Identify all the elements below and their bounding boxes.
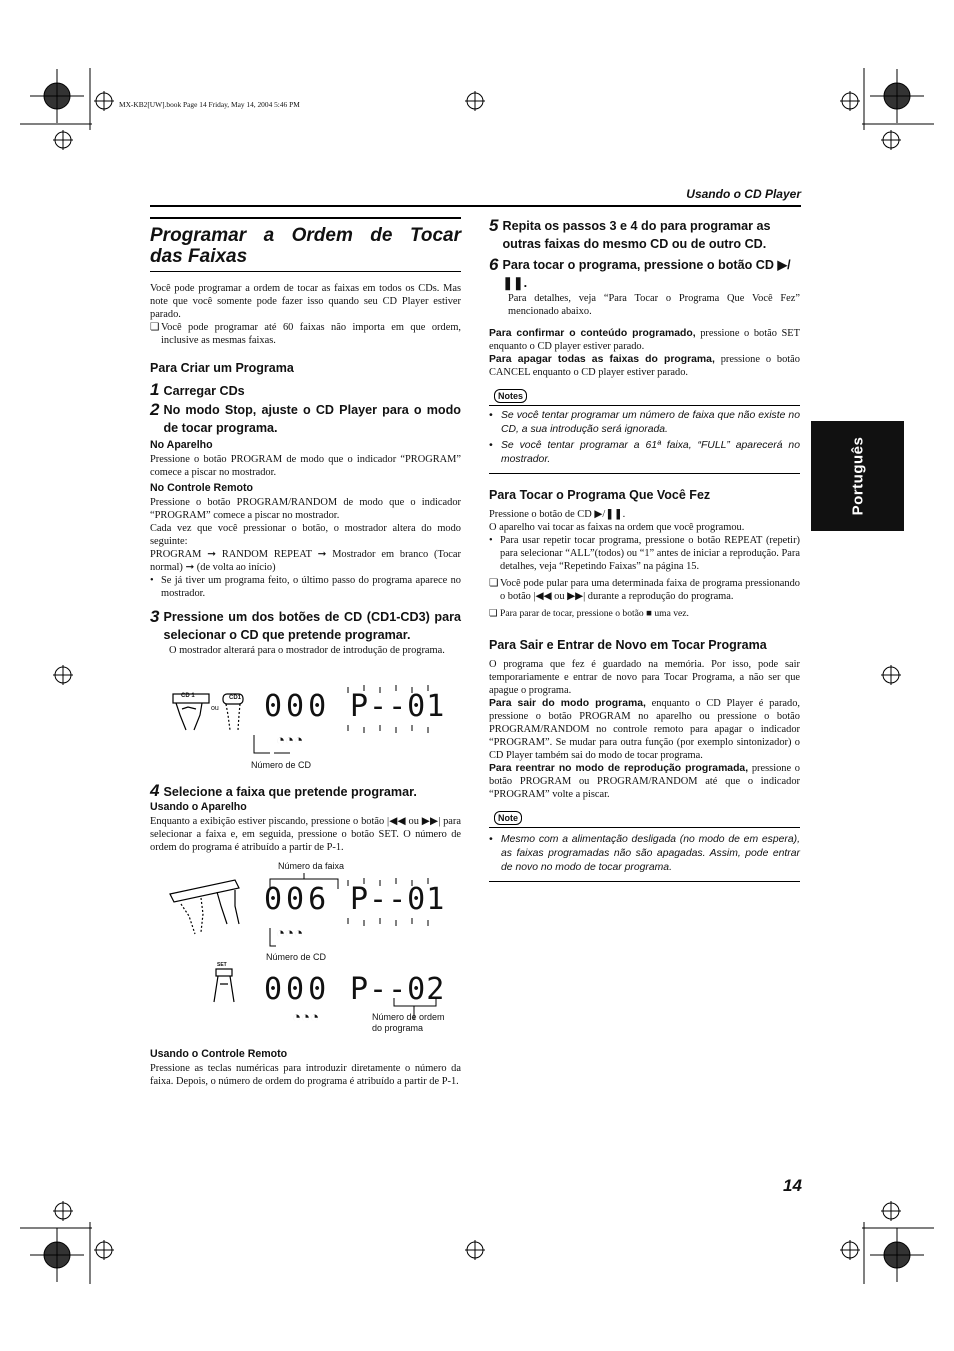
step-1 [150, 381, 461, 400]
step-6-text: Para detalhes, veja “Para Tocar o Programa Que Você Fez” mencionado abaixo. [508, 293, 800, 317]
cada-vez-text: Cada vez que você pressionar o botão, o mostrador altera do modo seguinte: [150, 523, 461, 547]
notes-icon: Notes [494, 389, 527, 403]
checkbox-bullet-icon: ❏ [489, 608, 498, 619]
left-column-part3 [150, 1048, 461, 1088]
confirm-rest: pressione o botão SET enquanto o CD player estiver parado. [489, 328, 800, 352]
label-no-aparelho: No Aparelho [150, 439, 213, 451]
note-rule-bottom [489, 881, 800, 882]
lcd-track: 000 [264, 972, 331, 1007]
step-2 [150, 401, 461, 437]
note-item-3 [489, 833, 800, 875]
page-title [150, 225, 461, 267]
tocar-text-2: O aparelho vai tocar as faixas na ordem que você programou. [489, 522, 745, 533]
note-icon: Note [494, 811, 522, 825]
lcd-track: 000 [264, 689, 331, 724]
set-button-label: SET [217, 962, 227, 968]
note-rule [489, 827, 800, 828]
usando-aparelho-text: Enquanto a exibição estiver piscando, pressione o botão |◀◀ ou ▶▶| para selecionar a faixa e, em seguida, pressione o botão SET. O número de ordem do programa é atribuído a partir de P-1. [150, 816, 461, 853]
note-3-text: Mesmo com a alimentação desligada (no modo de em espera), as faixas programadas não são apagadas. Assim, pode entrar de novo no modo de tocar programa. [501, 834, 800, 873]
bullet-icon: • [150, 575, 154, 586]
caption-program-order-1: Número de ordem [372, 1012, 445, 1022]
sub-heading-tocar: Para Tocar o Programa Que Você Fez [489, 488, 711, 502]
note-header [489, 809, 800, 829]
tocar-bullet-3-text: Para parar de tocar, pressione o botão ■ uma vez. [500, 608, 689, 619]
notes-rule-bottom [489, 473, 800, 474]
bullet-icon: • [489, 834, 493, 845]
apagar-bold: Para apagar todas as faixas do programa, [489, 354, 715, 365]
usando-controle-text: Pressione as teclas numéricas para introduzir diretamente o número da faixa. Depois, o número de ordem do programa é atribuído a partir de P-1. [150, 1063, 461, 1087]
sub-heading-criar: Para Criar um Programa [150, 361, 294, 375]
title-rule-bottom [150, 271, 461, 272]
note-box [489, 809, 800, 882]
intro-text: Você pode programar a ordem de tocar as faixas em todos os CDs. Mas note que você somente pode fazer isso quando seu CD Player estiver parado. [150, 283, 461, 320]
cd1-button-label: CD 1 [181, 693, 195, 699]
disc-indicators-icon: ◔◔◔ [276, 926, 304, 942]
bullet-icon: • [489, 535, 493, 546]
step-number: 4 [150, 781, 160, 800]
caption-cd-number: Número de CD [251, 760, 312, 770]
notes-header [489, 387, 800, 407]
title-rule-top [150, 217, 461, 219]
step-text: No modo Stop, ajuste o CD Player para o modo de tocar programa. [163, 403, 461, 435]
language-tab-label: Português [849, 436, 866, 516]
step-text: Selecione a faixa que pretende programar. [163, 785, 417, 799]
label-no-controle: No Controle Remoto [150, 482, 253, 494]
tocar-bullet-1 [489, 534, 800, 573]
note-2-text: Se você tentar programar a 61ª faixa, “FULL” aparecerá no mostrador. [501, 440, 800, 465]
step-text: Repita os passos 3 e 4 do para programar as outras faixas do mesmo CD ou de outro CD. [502, 219, 771, 251]
reentrar-bold: Para reentrar no modo de reprodução programada, [489, 763, 749, 774]
step-number: 1 [150, 380, 160, 399]
tocar-text-1: Pressione o botão de CD ▶/❚❚. [489, 509, 626, 520]
intro-bullet [150, 321, 461, 347]
lcd-track: 006 [264, 882, 331, 917]
blink-marks [340, 878, 470, 928]
note-item-2 [489, 439, 800, 467]
hand-skip-icon [165, 876, 265, 956]
sair-rest: enquanto o CD Player é parado, pressione o botão PROGRAM no aparelho ou pressione o botão PROGRAM/RANDOM no controle remoto para apagar o indicador “PROGRAM”. Se mudar para outra função (por exemplo sintonizador) o CD Player também sai do modo de tocar programa. [489, 698, 801, 761]
left-column [150, 217, 461, 657]
book-info: MX-KB2[UW].book Page 14 Friday, May 14, 2004 5:46 PM [119, 100, 300, 109]
language-tab [811, 421, 904, 531]
step-5 [489, 217, 800, 253]
sair-text-2 [489, 697, 800, 762]
note-item-1 [489, 409, 800, 437]
disc-indicators-icon: ◔◔◔ [292, 1010, 320, 1026]
blink-marks [340, 685, 470, 735]
sequence-bullet [150, 574, 461, 600]
sequence-text: PROGRAM ➞ RANDOM REPEAT ➞ Mostrador em branco (Tocar normal) ➞ (de volta ao início) [150, 549, 461, 573]
confirm-bold: Para confirmar o conteúdo programado, [489, 328, 696, 339]
reentrar-rest: pressione o botão PROGRAM ou PROGRAM/RANDOM até que o indicador “PROGRAM” volte a piscar. [489, 763, 801, 800]
no-controle-text: Pressione o botão PROGRAM/RANDOM de modo que o indicador “PROGRAM” comece a piscar no mostrador. [150, 497, 461, 521]
left-column-part2 [150, 782, 461, 854]
confirm-text [489, 327, 800, 353]
cd1-remote-label: CD1 [229, 695, 242, 701]
figure-set-program [150, 962, 461, 1042]
step-6 [489, 256, 800, 292]
step-4 [150, 782, 461, 801]
step-text: Pressione um dos botões de CD (CD1-CD3) para selecionar o CD que pretende programar. [163, 610, 461, 642]
no-aparelho-text: Pressione o botão PROGRAM de modo que o indicador “PROGRAM” comece a piscar no mostrador. [150, 454, 461, 478]
sair-bold: Para sair do modo programa, [489, 698, 646, 709]
disc-indicators-icon: ◔◔◔ [276, 733, 304, 749]
title-line-1: Programar a Ordem de Tocar [150, 225, 461, 246]
reentrar-text [489, 762, 800, 801]
step-text: Carregar CDs [163, 384, 245, 398]
checkbox-bullet-icon: ❏ [150, 322, 160, 333]
sub-heading-sair: Para Sair e Entrar de Novo em Tocar Programa [489, 638, 767, 652]
intro-bullet-text: Você pode programar até 60 faixas não importa em que ordem, inclusive as mesmas faixas. [161, 322, 461, 346]
or-label: ou [211, 705, 219, 712]
section-header: Usando o CD Player [686, 187, 801, 201]
lcd-program: P--01 [350, 689, 446, 724]
notes-rule [489, 405, 800, 406]
apagar-rest: pressione o botão CANCEL enquanto o CD player estiver parado. [489, 354, 800, 378]
lcd-program: P--02 [350, 972, 446, 1007]
figure-select-track [150, 858, 461, 968]
lcd-program: P--01 [350, 882, 446, 917]
bullet-icon: • [489, 440, 493, 451]
header-rule [150, 205, 801, 207]
step-number: 2 [150, 400, 160, 419]
tocar-bullet-3 [489, 607, 800, 620]
note-1-text: Se você tentar programar um número de faixa que não existe no CD, a sua introdução será ignorada. [501, 410, 800, 435]
label-usando-controle: Usando o Controle Remoto [150, 1048, 288, 1060]
label-usando-aparelho: Usando o Aparelho [150, 801, 247, 813]
step-text: Para tocar o programa, pressione o botão CD ▶/❚❚. [502, 258, 791, 290]
figure-select-cd [150, 685, 461, 775]
caption-track-number: Número da faixa [278, 861, 345, 871]
step-number: 5 [489, 216, 499, 235]
sequence-bullet-text: Se já tiver um programa feito, o último passo do programa aparece no mostrador. [161, 575, 461, 599]
hand-set-icon [208, 962, 248, 1007]
step-3-text: O mostrador alterará para o mostrador de introdução de programa. [169, 645, 445, 656]
apagar-text [489, 353, 800, 379]
step-number: 6 [489, 255, 499, 274]
bullet-icon: • [489, 410, 493, 421]
step-number: 3 [150, 607, 160, 626]
step-3 [150, 608, 461, 644]
caption-program-order-2: do programa [372, 1023, 424, 1033]
checkbox-bullet-icon: ❏ [489, 578, 499, 589]
right-column [489, 217, 800, 882]
caption-cd-number: Número de CD [266, 952, 327, 962]
notes-box [489, 387, 800, 474]
tocar-bullet-1-text: Para usar repetir tocar programa, pressione o botão REPEAT (repetir) para selecionar “ALL”(todos) ou “1” antes de iniciar a reprodução. Para detalhes, veja “Repetindo Faixas” na página 15. [500, 535, 800, 572]
sair-text-1: O programa que fez é guardado na memória. Por isso, pode sair temporariamente e entrar de novo para Tocar Programa, a não ser que apague o programa. [489, 659, 800, 696]
title-line-2: das Faixas [150, 246, 248, 267]
tocar-bullet-2 [489, 577, 800, 603]
page-number: 14 [783, 1176, 802, 1195]
tocar-bullet-2-text: Você pode pular para uma determinada faixa de programa pressionando o botão |◀◀ ou ▶▶| durante a reprodução do programa. [500, 578, 800, 602]
